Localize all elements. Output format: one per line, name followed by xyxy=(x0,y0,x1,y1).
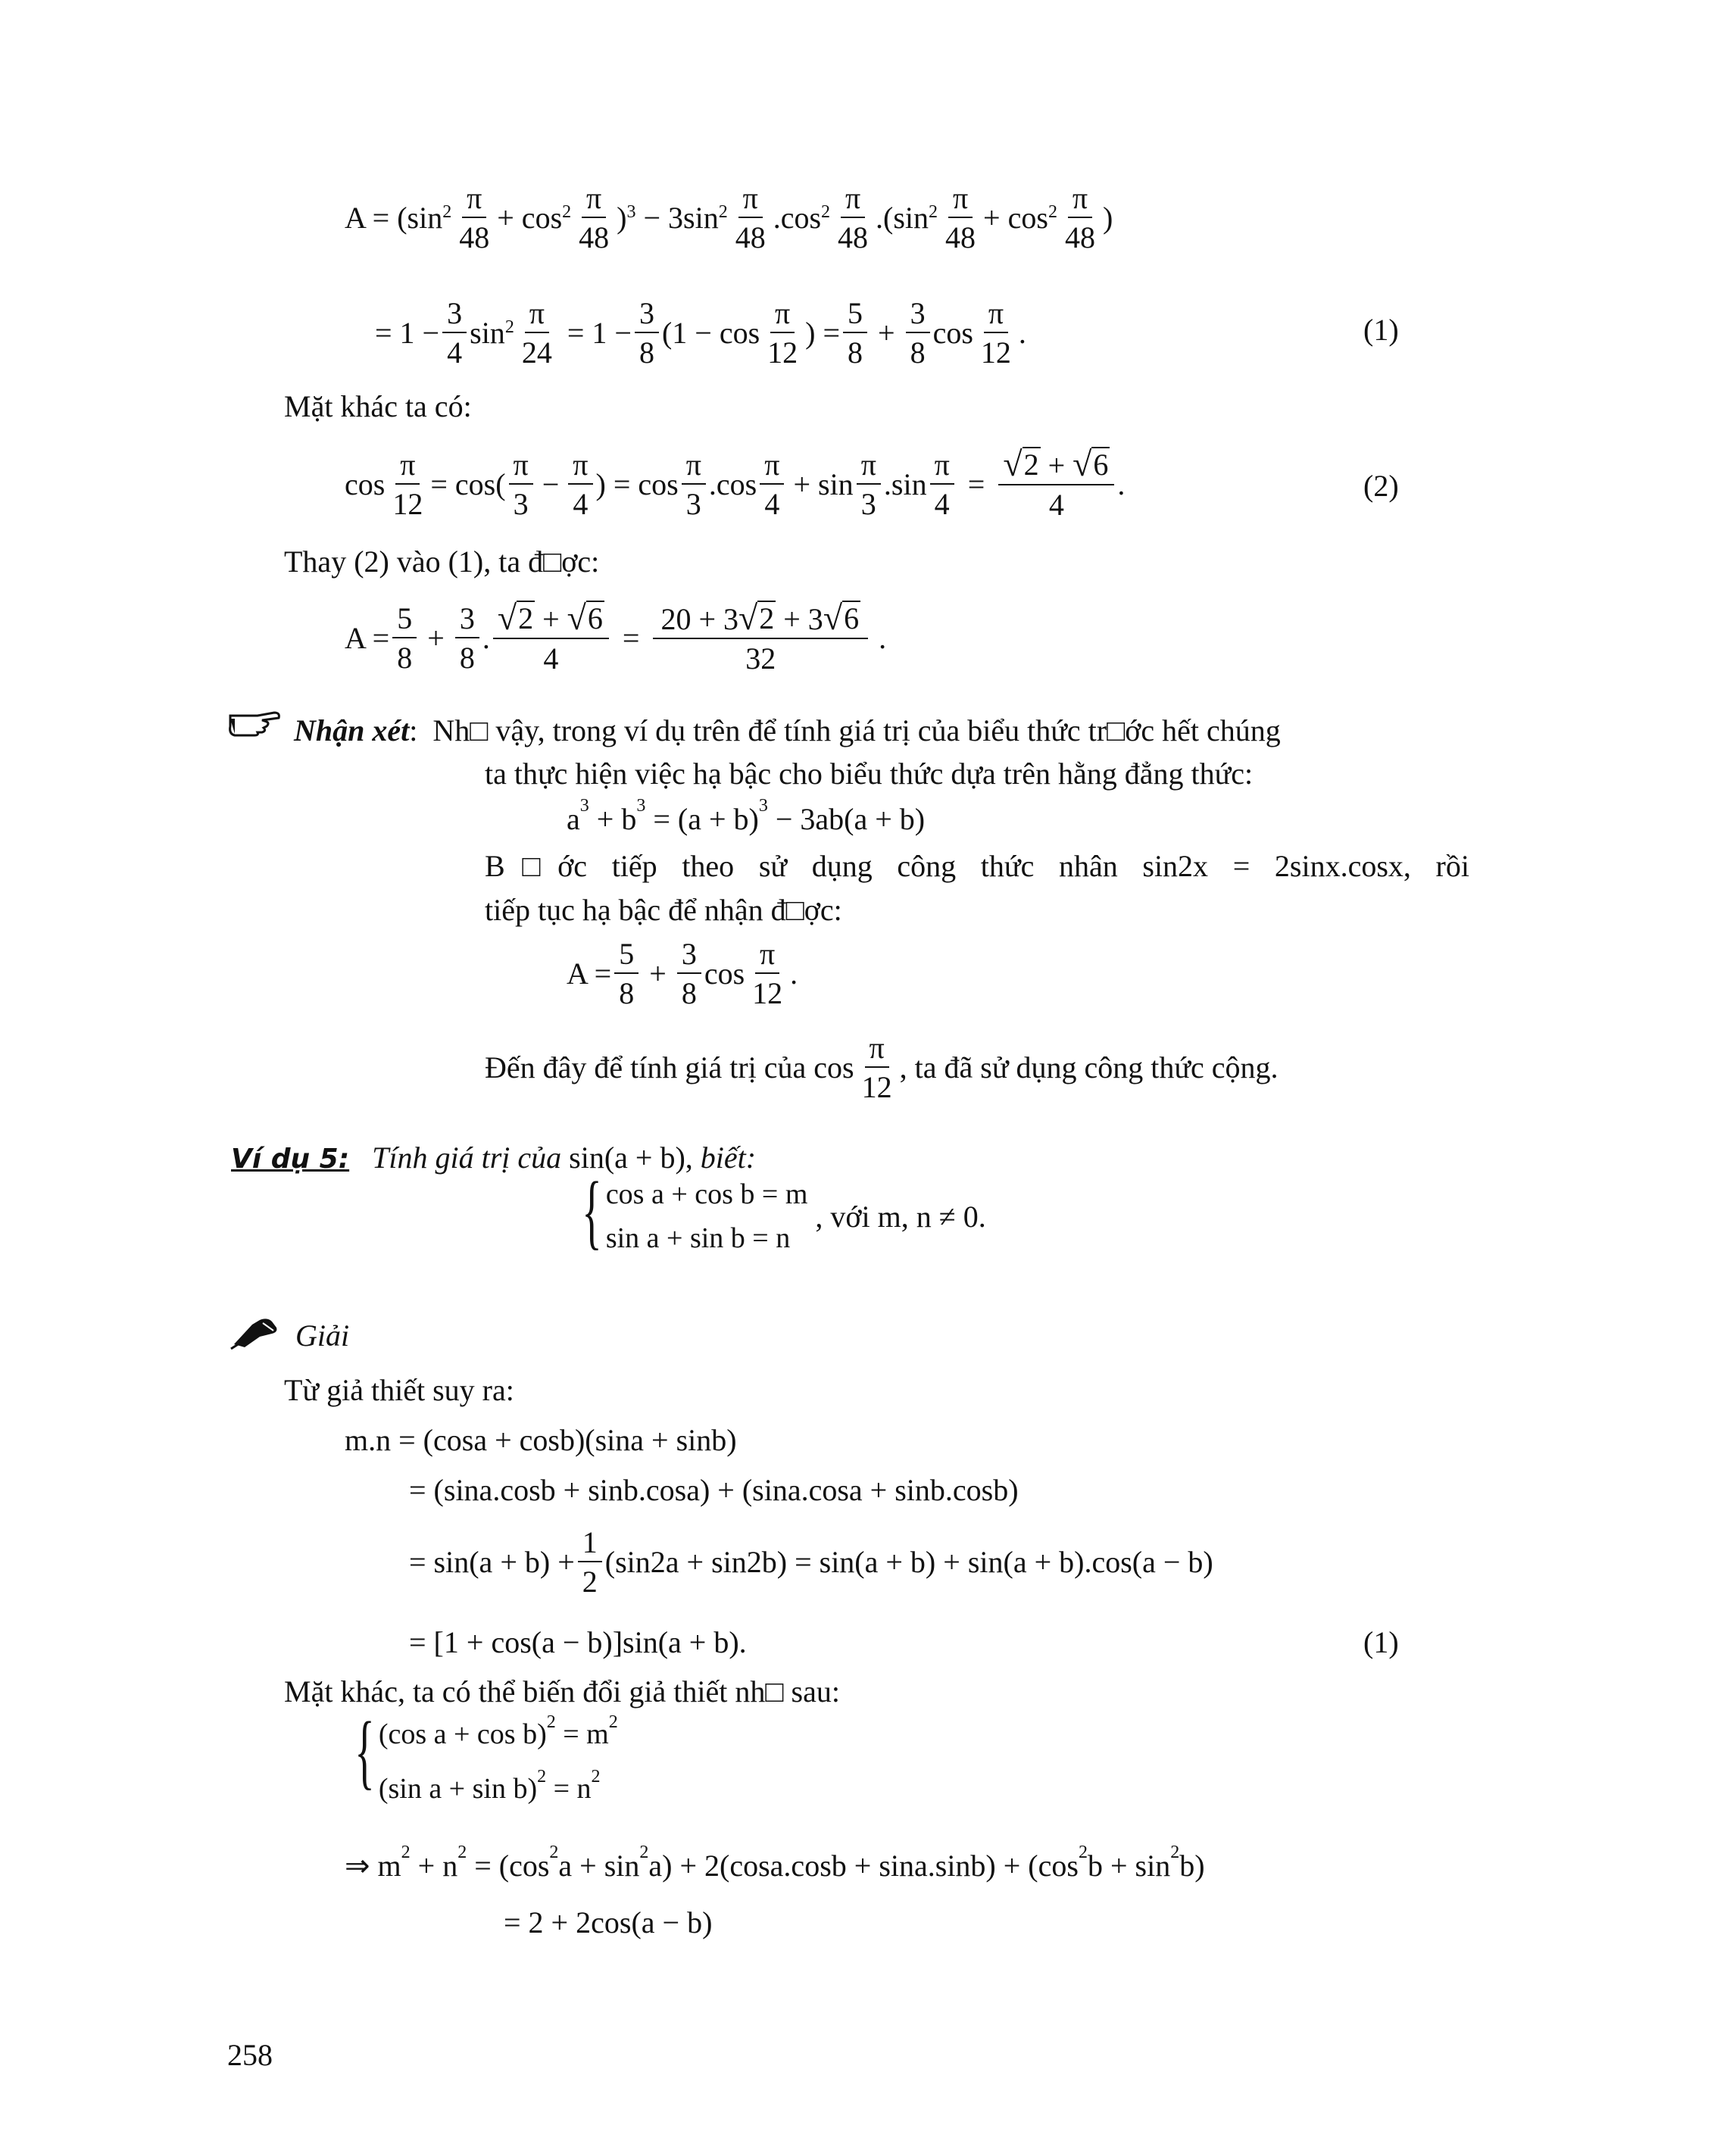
eq-text: + xyxy=(649,956,667,991)
numerator: π xyxy=(525,297,549,333)
giai-system xyxy=(345,1705,618,1806)
numerator: π xyxy=(930,448,954,485)
equation-tag: (2) xyxy=(1363,469,1399,503)
sqrt: √ 2 xyxy=(738,598,775,637)
pointing-hand-icon xyxy=(227,708,282,747)
fraction xyxy=(857,1031,897,1104)
eq-text: . xyxy=(1018,316,1026,350)
denominator: 24 xyxy=(521,335,552,370)
denominator: 4 xyxy=(764,486,780,521)
denominator: 8 xyxy=(619,976,635,1010)
system-row xyxy=(378,1766,618,1807)
numerator: π xyxy=(760,448,784,485)
exponent: 2 xyxy=(457,1843,467,1862)
exponent: 2 xyxy=(562,201,572,222)
equation-tag: (1) xyxy=(1363,1625,1399,1659)
numerator: 1 xyxy=(578,1526,602,1562)
exponent: 2 xyxy=(639,1843,649,1862)
exponent: 2 xyxy=(504,317,514,337)
giai-line-6: Mặt khác, ta có thể biến đổi giả thiết nh□ sau: xyxy=(284,1674,840,1709)
numerator: 3 xyxy=(635,297,659,333)
eq-text: b + sin xyxy=(1087,1849,1171,1883)
task-text: Tính giá trị của xyxy=(372,1141,562,1175)
giai-line-7 xyxy=(345,1843,1205,1884)
radicand: 6 xyxy=(587,601,603,635)
fraction xyxy=(442,297,467,370)
equation-tag: (1) xyxy=(1363,313,1399,347)
eq-text: . xyxy=(482,620,490,655)
numerator: π xyxy=(770,297,795,333)
eq-text: = n xyxy=(553,1772,592,1805)
radicand: 2 xyxy=(518,601,534,635)
numerator: π xyxy=(948,182,973,218)
numerator: π xyxy=(568,448,592,485)
sqrt: √ 2 xyxy=(1003,445,1039,483)
exponent: 2 xyxy=(401,1843,411,1862)
denominator: 48 xyxy=(459,220,490,254)
eq-text: = xyxy=(967,467,985,501)
nhan-xet-line-5 xyxy=(485,1031,1279,1104)
equation-line-3 xyxy=(345,447,1125,522)
exponent: 2 xyxy=(821,201,831,222)
fraction xyxy=(455,602,479,675)
numerator: 3 xyxy=(906,297,930,333)
eq-text: + cos xyxy=(497,201,563,235)
system-row xyxy=(378,1712,618,1752)
exponent: 2 xyxy=(546,1712,556,1732)
denominator: 4 xyxy=(573,486,589,521)
eq-text: + 3 xyxy=(783,602,823,636)
eq-text: cos xyxy=(345,467,386,501)
eq-text: .sin xyxy=(883,467,927,501)
giai-line-2: m.n = (cosa + cosb)(sina + sinb) xyxy=(345,1423,737,1457)
condition-text: , với m, n ≠ 0. xyxy=(815,1199,986,1234)
denominator: 12 xyxy=(767,335,798,370)
exponent: 2 xyxy=(608,1712,618,1732)
numerator: π xyxy=(509,448,533,485)
eq-text: : xyxy=(409,713,418,747)
paragraph-text: , ta đã sử dụng công thức cộng. xyxy=(899,1050,1279,1084)
numerator: π xyxy=(395,448,420,485)
fraction xyxy=(614,938,639,1010)
numerator: π xyxy=(462,182,486,218)
fraction xyxy=(454,182,494,254)
fraction xyxy=(653,598,868,676)
numerator: 3 xyxy=(677,938,701,974)
numerator: π xyxy=(755,938,779,974)
denominator: 12 xyxy=(392,486,423,521)
eq-text: − 3ab(a + b) xyxy=(775,802,926,836)
exponent: 3 xyxy=(636,796,646,816)
fraction xyxy=(1060,182,1100,254)
eq-text: sin xyxy=(470,316,505,350)
fraction xyxy=(833,182,873,254)
fraction xyxy=(493,598,609,676)
eq-text: = cos( xyxy=(430,467,506,501)
fraction xyxy=(976,297,1016,370)
eq-text: ) xyxy=(617,201,627,235)
giai-line-5: = [1 + cos(a − b)]sin(a + b). xyxy=(409,1625,747,1659)
eq-text: (sin2a + sin2b) = sin(a + b) + sin(a + b).cos(a − b) xyxy=(604,1545,1213,1579)
denominator: 3 xyxy=(513,486,529,521)
eq-text: = sin(a + b) + xyxy=(409,1545,575,1579)
fraction xyxy=(635,297,659,370)
denominator: 8 xyxy=(459,640,475,675)
numerator: π xyxy=(738,182,763,218)
eq-text: .cos xyxy=(708,467,757,501)
giai-line-3: = (sina.cosb + sinb.cosa) + (sina.cosa + sinb.cosb) xyxy=(409,1473,1019,1507)
denominator: 4 xyxy=(934,486,950,521)
fraction xyxy=(843,297,867,370)
denominator: 4 xyxy=(543,641,559,676)
fraction xyxy=(998,447,1114,522)
numerator xyxy=(653,598,868,639)
exponent: 2 xyxy=(1078,1843,1088,1862)
eq-text: (1 − cos xyxy=(661,316,760,350)
exponent: 2 xyxy=(1170,1843,1180,1862)
equation-line-1 xyxy=(345,182,1113,254)
radicand: 6 xyxy=(1093,448,1109,482)
numerator: π xyxy=(682,448,706,485)
system-row: sin a + sin b = n xyxy=(605,1222,791,1254)
radicand: 6 xyxy=(844,601,860,635)
eq-text: .cos xyxy=(773,201,822,235)
denominator: 8 xyxy=(639,335,654,370)
denominator: 48 xyxy=(945,220,976,254)
numerator xyxy=(998,447,1114,485)
fraction xyxy=(930,448,954,521)
denominator: 48 xyxy=(579,220,610,254)
fraction xyxy=(760,448,784,521)
sqrt: √ 2 xyxy=(497,598,534,637)
giai-label: Giải xyxy=(295,1318,350,1353)
eq-text: = 1 − xyxy=(375,316,440,350)
exponent: 2 xyxy=(591,1766,601,1787)
numerator: π xyxy=(857,448,881,485)
eq-text: + xyxy=(427,620,445,655)
radicand: 2 xyxy=(759,601,775,635)
eq-text: = (a + b) xyxy=(653,802,759,836)
eq-text: ) xyxy=(1102,201,1113,235)
exponent: 2 xyxy=(718,201,728,222)
eq-text: (cos a + cos b) xyxy=(378,1718,547,1750)
fraction xyxy=(763,297,802,370)
numerator: π xyxy=(865,1031,889,1068)
fraction xyxy=(941,182,980,254)
system-brace: { (cos $a + \cos b)^2 = m^2$ (sin $a + \sin b)^2 = n^2$ xyxy=(345,1718,618,1806)
denominator: 48 xyxy=(1064,220,1095,254)
eq-text: = m xyxy=(563,1718,609,1750)
fraction xyxy=(392,602,417,675)
fraction xyxy=(578,1526,602,1599)
eq-text: cos xyxy=(704,956,745,991)
eq-text: − xyxy=(542,467,560,501)
eq-text: .(sin xyxy=(876,201,929,235)
eq-text: + sin xyxy=(793,467,854,501)
numerator: π xyxy=(1068,182,1092,218)
denominator: 3 xyxy=(685,486,701,521)
eq-text: a) + 2(cosa.cosb + sina.sinb) + (cos xyxy=(648,1849,1079,1883)
numerator: π xyxy=(841,182,865,218)
vi-du-5-heading xyxy=(231,1140,756,1176)
giai-line-4 xyxy=(409,1526,1213,1599)
exponent: 2 xyxy=(537,1766,547,1787)
giai-line-8: = 2 + 2cos(a − b) xyxy=(504,1905,713,1939)
fraction xyxy=(388,448,427,521)
exponent: 2 xyxy=(442,201,452,222)
fraction xyxy=(857,448,881,521)
task-text: biết: xyxy=(700,1141,757,1175)
eq-text: A = xyxy=(345,620,390,655)
numerator: π xyxy=(582,182,606,218)
denominator: 8 xyxy=(397,640,413,675)
eq-text: + xyxy=(878,316,895,350)
denominator: 8 xyxy=(910,335,926,370)
fraction xyxy=(682,448,706,521)
nhan-xet-line-2: ta thực hiện việc hạ bậc cho biểu thức dựa trên hằng đẳng thức: xyxy=(485,757,1254,791)
eq-text: + cos xyxy=(983,201,1048,235)
paragraph-text: Đến đây để tính giá trị của cos xyxy=(485,1050,854,1084)
sqrt: √ 6 xyxy=(823,598,860,637)
numerator: 5 xyxy=(392,602,417,638)
eq-text: − 3sin xyxy=(643,201,719,235)
nhan-xet-formula xyxy=(567,938,798,1010)
system-brace: { cos a + cos b = m sin a + sin b = n xyxy=(582,1165,808,1257)
identity-line xyxy=(567,796,926,838)
paragraph-text: Nh□ vậy, trong ví dụ trên để tính giá trị của biểu thức tr□ớc hết chúng xyxy=(432,713,1281,747)
eq-text: cos xyxy=(932,316,973,350)
page-number: 258 xyxy=(227,2038,273,2072)
exponent: 3 xyxy=(579,796,589,816)
fraction xyxy=(748,938,787,1010)
denominator: 8 xyxy=(848,335,863,370)
denominator: 12 xyxy=(861,1070,892,1104)
eq-text: + n xyxy=(417,1849,458,1883)
eq-text: A = xyxy=(567,956,612,991)
task-text: sin(a + b), xyxy=(569,1141,693,1175)
radicand: 2 xyxy=(1023,448,1039,482)
eq-text: = (cos xyxy=(474,1849,550,1883)
numerator: 3 xyxy=(455,602,479,638)
exponent: 2 xyxy=(1048,201,1057,222)
eq-text: a + sin xyxy=(558,1849,640,1883)
eq-text: = xyxy=(622,620,640,655)
eq-text: ⇒ m xyxy=(345,1849,401,1883)
fraction xyxy=(509,448,533,521)
eq-text: a xyxy=(567,802,580,836)
eq-text: . xyxy=(879,620,887,655)
fraction xyxy=(574,182,614,254)
denominator: 32 xyxy=(745,641,776,676)
eq-text: ) = cos xyxy=(595,467,679,501)
system-row: cos a + cos b = m xyxy=(605,1178,808,1210)
sqrt: √ 6 xyxy=(1073,445,1109,483)
thay-text: Thay (2) vào (1), ta đ□ợc: xyxy=(284,545,600,579)
numerator: 5 xyxy=(843,297,867,333)
eq-text: = 1 − xyxy=(567,316,632,350)
nhan-xet-label: Nhận xét xyxy=(294,713,410,747)
sqrt: √ 6 xyxy=(567,598,603,637)
numerator: 3 xyxy=(442,297,467,333)
eq-text: . xyxy=(790,956,798,991)
fraction xyxy=(677,938,701,1010)
eq-text: b) xyxy=(1179,1849,1205,1883)
vi-du-label: Ví dụ 5: xyxy=(231,1144,350,1175)
nhan-xet-line-1 xyxy=(294,713,1281,749)
denominator: 4 xyxy=(1048,488,1064,522)
giai-line-1: Từ giả thiết suy ra: xyxy=(284,1373,514,1407)
exponent: 3 xyxy=(758,796,768,816)
denominator: 48 xyxy=(838,220,869,254)
vi-du-5-system xyxy=(572,1165,986,1257)
nhan-xet-line-3: B□ớc tiếp theo sử dụng công thức nhân sin2x = 2sinx.cosx, rồi xyxy=(485,849,1469,883)
eq-text: ) = xyxy=(805,316,841,350)
numerator: √ 2 + √ 6 xyxy=(493,601,609,639)
fraction xyxy=(906,297,930,370)
numerator: 5 xyxy=(614,938,639,974)
fraction xyxy=(731,182,770,254)
nhan-xet-line-4: tiếp tục hạ bậc để nhận đ□ợc: xyxy=(485,893,842,927)
equation-line-2 xyxy=(375,297,1026,370)
denominator: 4 xyxy=(447,335,463,370)
eq-text: . xyxy=(1117,467,1126,501)
denominator: 8 xyxy=(681,976,697,1010)
eq-text: + b xyxy=(596,802,637,836)
exponent: 2 xyxy=(929,201,938,222)
numerator: π xyxy=(984,297,1008,333)
fraction xyxy=(517,297,557,370)
exponent: 2 xyxy=(549,1843,559,1862)
eq-text: (sin a + sin b) xyxy=(378,1772,538,1805)
eq-text: A = (sin xyxy=(345,201,443,235)
denominator: 12 xyxy=(980,335,1011,370)
fraction xyxy=(568,448,592,521)
mat-khac-text: Mặt khác ta có: xyxy=(284,389,472,423)
eq-text: + xyxy=(1048,448,1066,482)
equation-line-4 xyxy=(345,598,887,676)
exponent: 3 xyxy=(626,201,636,222)
denominator: 2 xyxy=(582,1565,598,1599)
eq-text: 20 + 3 xyxy=(660,602,738,636)
writing-hand-icon xyxy=(229,1314,283,1359)
denominator: 12 xyxy=(752,976,783,1010)
denominator: 3 xyxy=(860,486,876,521)
denominator: 48 xyxy=(735,220,766,254)
